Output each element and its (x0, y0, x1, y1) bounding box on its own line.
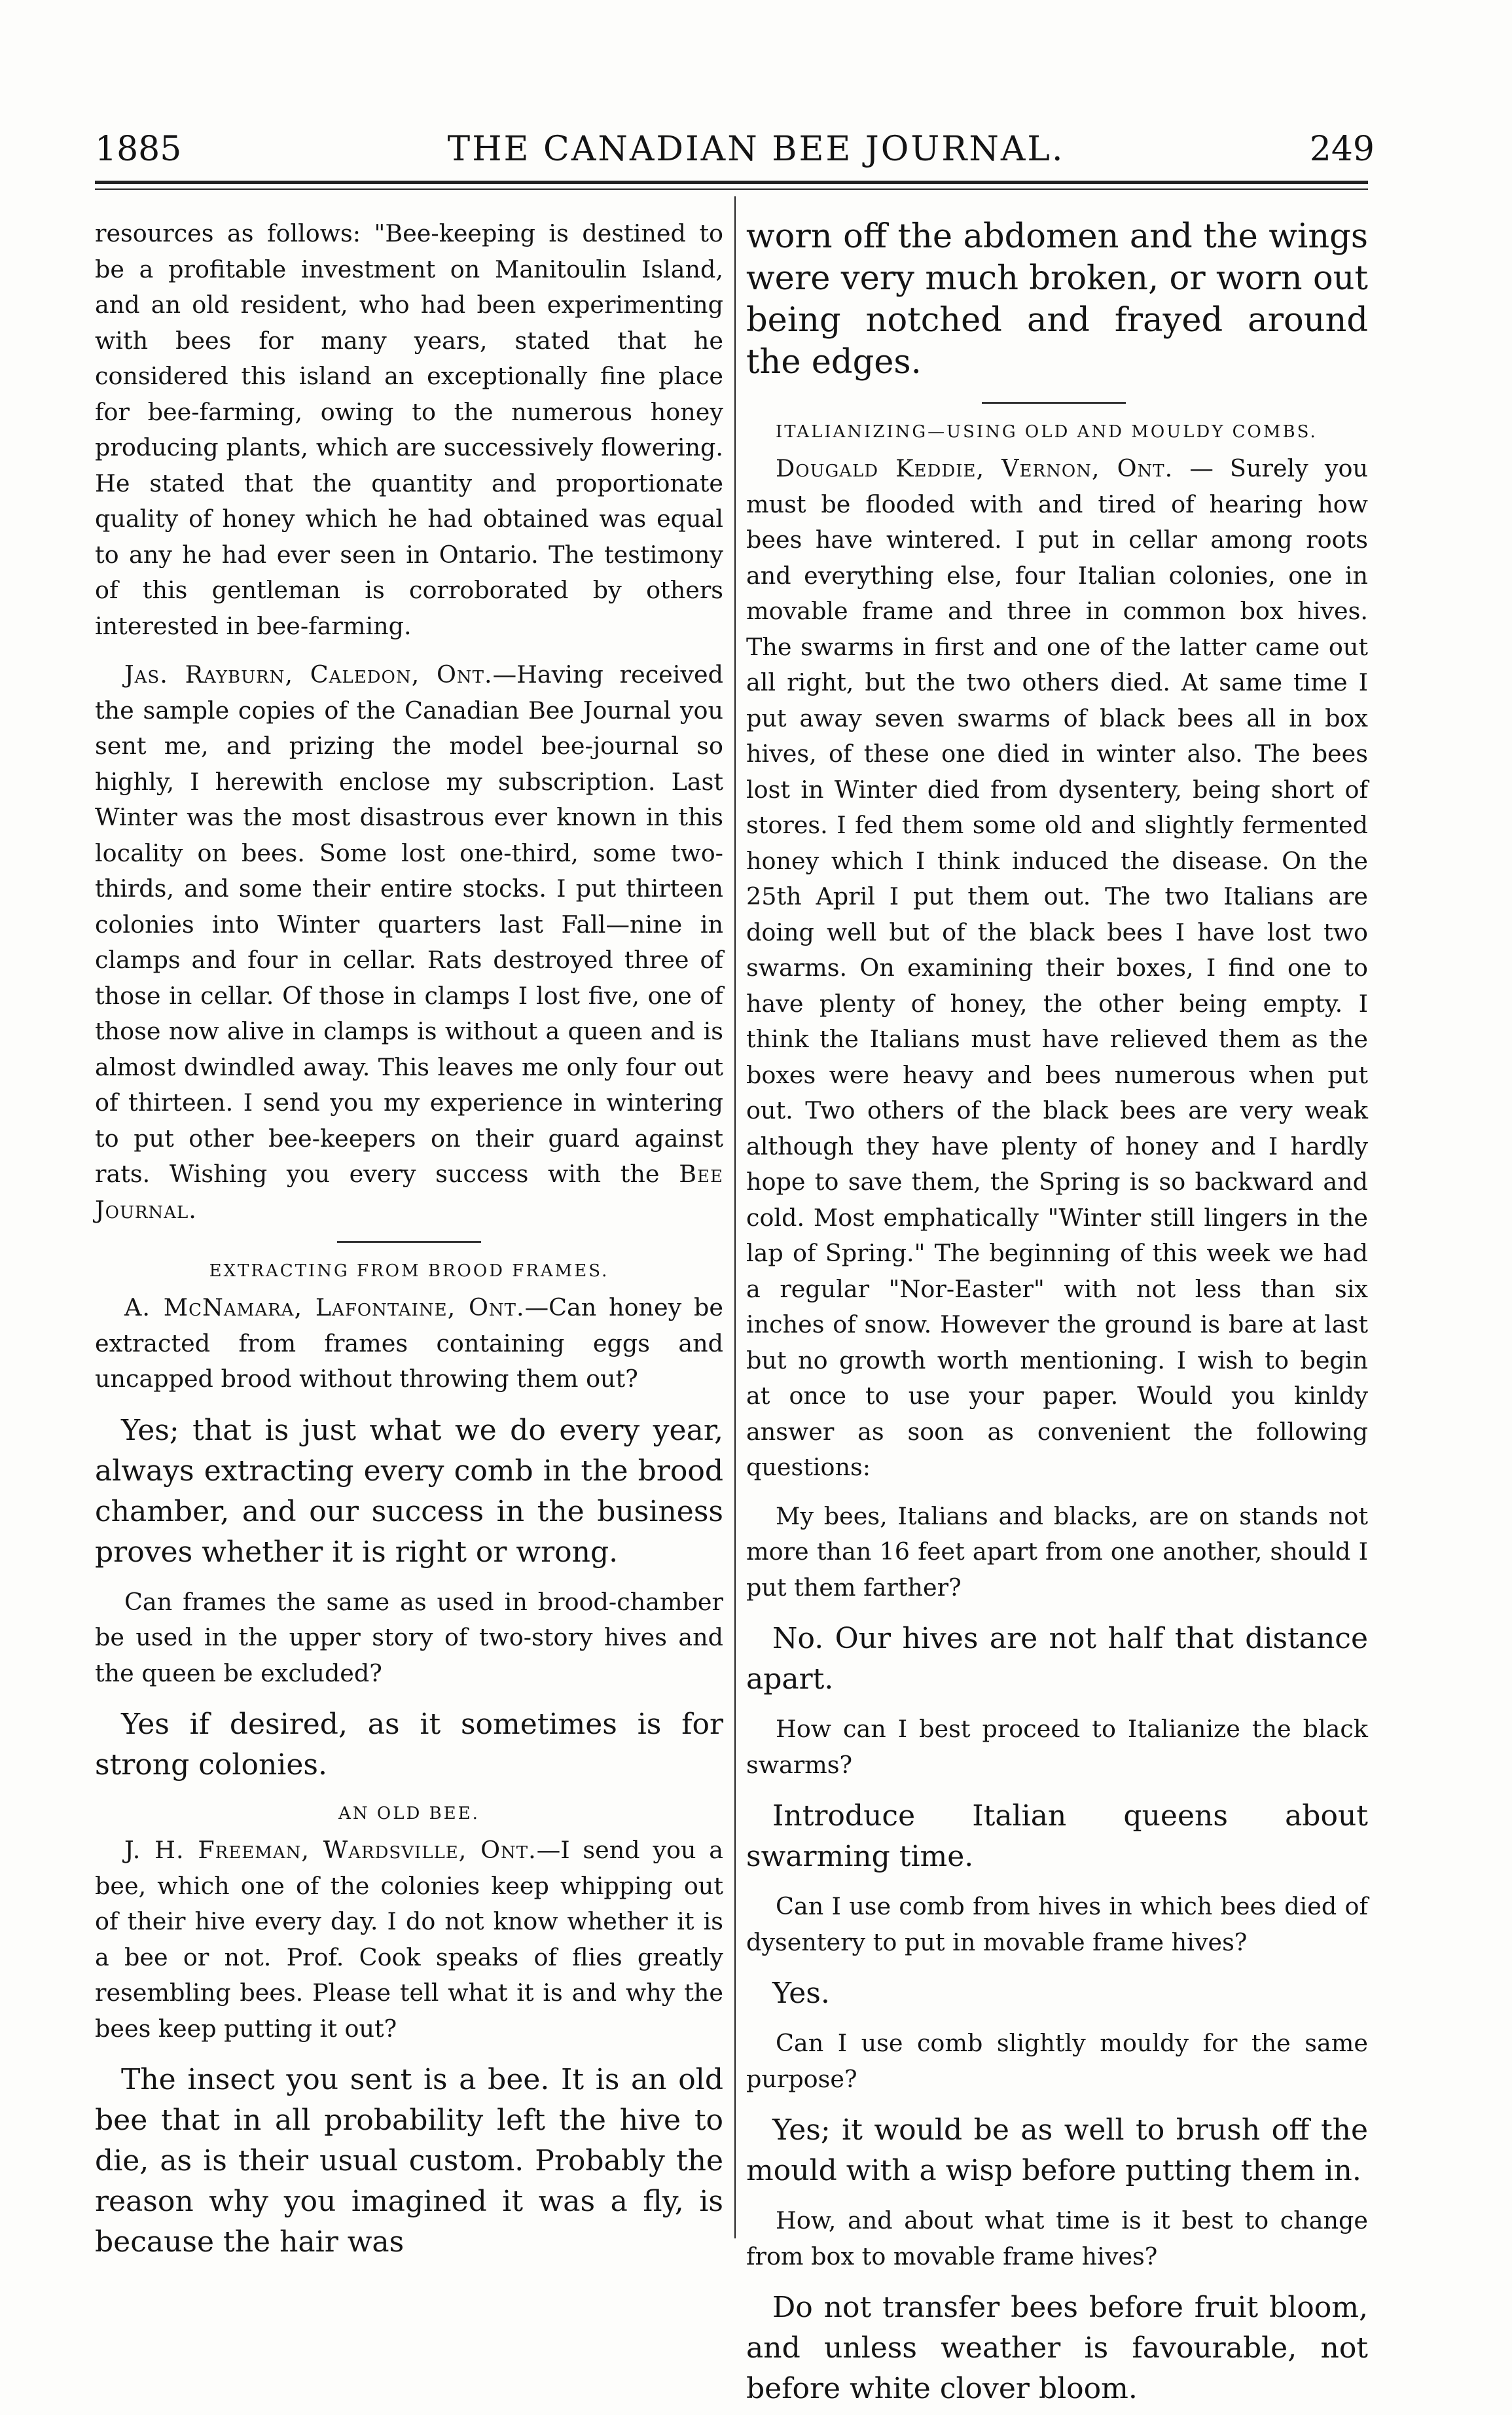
answer-brood-frames: Yes if desired, as it sometimes is for strong colonies. (95, 1708, 723, 1782)
rayburn-letter (95, 657, 723, 1228)
freeman-text: —I send you a bee, which one of the colonies keep whipping out of their hive every day. I do not know whether it is a bee or not. Prof. Cook speaks of flies greatly resembling bees. Please tell what it is and why the bees keep putting it out? (95, 1836, 723, 2043)
keddie-letter (746, 451, 1368, 1486)
page-number: 249 (1309, 130, 1375, 169)
bee-journal-name: Bee Journal. (95, 1160, 723, 1224)
journal-title: THE CANADIAN BEE JOURNAL. (447, 130, 1065, 169)
answer-transfer: Do not transfer bees before fruit bloom, and unless weather is favourable, not before white clover bloom. (746, 2291, 1368, 2405)
answer-mouldy-comb: Yes; it would be as well to brush off the mould with a wisp before putting them in. (746, 2113, 1368, 2187)
question-brood-frames: Can frames the same as used in brood-chamber be used in the upper story of two-story hives and the queen be excluded? (95, 1587, 723, 1687)
header-rule-thick (95, 181, 1368, 184)
section-divider (982, 402, 1126, 404)
answer-dysentery-comb: Yes. (772, 1977, 830, 2010)
answer-extracting: Yes; that is just what we do every year, always extracting every comb in the brood chamber, and our success in the business proves whether it is right or wrong. (95, 1413, 723, 1569)
heading-old-bee: AN OLD BEE. (338, 1804, 480, 1823)
right-column (746, 216, 1368, 2421)
question-stands: My bees, Italians and blacks, are on stands not more than 16 feet apart from one another, should I put them farther? (746, 1501, 1368, 1602)
left-column (95, 216, 723, 2274)
question-mouldy-comb: Can I use comb slightly mouldy for the same purpose? (746, 2029, 1368, 2093)
resources-paragraph: resources as follows: "Bee-keeping is destined to be a profitable investment on Manitoulin Island, and an old resident, who had been experimenting with bees for many years, stated that he considered this island an exceptionally fine place for bee-farming, owing to the numerous honey producing plants, which are successively flowering. He stated that the quantity and proportionate quality of honey which he had obtained was equal to any he had ever seen in Ontario. The testimony of this gentleman is corroborated by others interested in bee-farming. (95, 219, 723, 640)
mcnamara-text: —Can honey be extracted from frames containing eggs and uncapped brood without throwing them out? (95, 1293, 723, 1393)
section-divider (337, 1241, 481, 1243)
freeman-question (95, 1833, 723, 2047)
answer-stands: No. Our hives are not half that distance apart. (746, 1622, 1368, 1696)
rayburn-name: Jas. Rayburn, Caledon, Ont. (124, 660, 493, 689)
header-rule-thin (95, 188, 1368, 190)
column-divider (734, 196, 736, 2238)
question-italianize: How can I best proceed to Italianize the black swarms? (746, 1715, 1368, 1779)
question-dysentery-comb: Can I use comb from hives in which bees died of dysentery to put in movable frame hives? (746, 1892, 1368, 1956)
heading-extracting: EXTRACTING FROM BROOD FRAMES. (209, 1261, 609, 1281)
keddie-text: — Surely you must be flooded with and tired of hearing how bees have wintered. I put in cellar among roots and everything else, four Italian colonies, one in movable frame and three in common box hives. The swarms in first and one of the latter came out all right, but the two others died. At same time I put away seven swarms of black bees all in box hives, of these one died in winter also. The bees lost in Winter died from dysentery, being short of stores. I fed them some old and slightly fermented honey which I think induced the disease. On the 25th April I put them out. The two Italians are doing well but of the black bees I have lost two swarms. On examining their boxes, I find one to have plenty of honey, the other being empty. I think the Italians must have relieved them as the boxes were heavy and bees numerous when put out. Two others of the black bees are very weak although they have plenty of honey and I hardly hope to save them, the Spring is so backward and cold. Most emphatically "Winter still lingers in the lap of Spring." The beginning of this week we had a regular "Nor-Easter" with not less than six inches of snow. However the ground is bare at last but no growth worth mentioning. I wish to begin at once to use your paper. Would you kinldy answer as soon as convenient the following questions: (746, 454, 1368, 1481)
answer-old-bee-continued: worn off the abdomen and the wings were very much broken, or worn out being notched and frayed around the edges. (746, 217, 1368, 382)
question-transfer: How, and about what time is it best to change from box to movable frame hives? (746, 2206, 1368, 2270)
mcnamara-name: A. McNamara, Lafontaine, Ont. (124, 1293, 525, 1321)
keddie-name: Dougald Keddie, Vernon, Ont. (776, 454, 1174, 482)
answer-italianize: Introduce Italian queens about swarming time. (746, 1799, 1368, 1873)
header-year: 1885 (95, 130, 182, 169)
mcnamara-question (95, 1290, 723, 1397)
heading-italianizing: ITALIANIZING—USING OLD AND MOULDY COMBS. (776, 422, 1318, 442)
freeman-name: J. H. Freeman, Wardsville, Ont. (124, 1836, 537, 1864)
rayburn-text: —Having received the sample copies of the Canadian Bee Journal you sent me, and prizing the model bee-journal so highly, I herewith enclose my subscription. Last Winter was the most disastrous ever known in this locality on bees. Some lost one-third, some two-thirds, and some their entire stocks. I put thirteen colonies into Winter quarters last Fall—nine in clamps and four in cellar. Rats destroyed three of those in cellar. Of those in clamps I lost five, one of those now alive in clamps is without a queen and is almost dwindled away. This leaves me only four out of thirteen. I send you my experience in wintering to put other bee-keepers on their guard against rats. Wishing you every success with the (95, 660, 723, 1188)
answer-old-bee: The insect you sent is a bee. It is an old bee that in all probability left the hive to die, as is their usual custom. Probably the reason why you imagined it was a fly, is because the hair was (95, 2063, 723, 2259)
